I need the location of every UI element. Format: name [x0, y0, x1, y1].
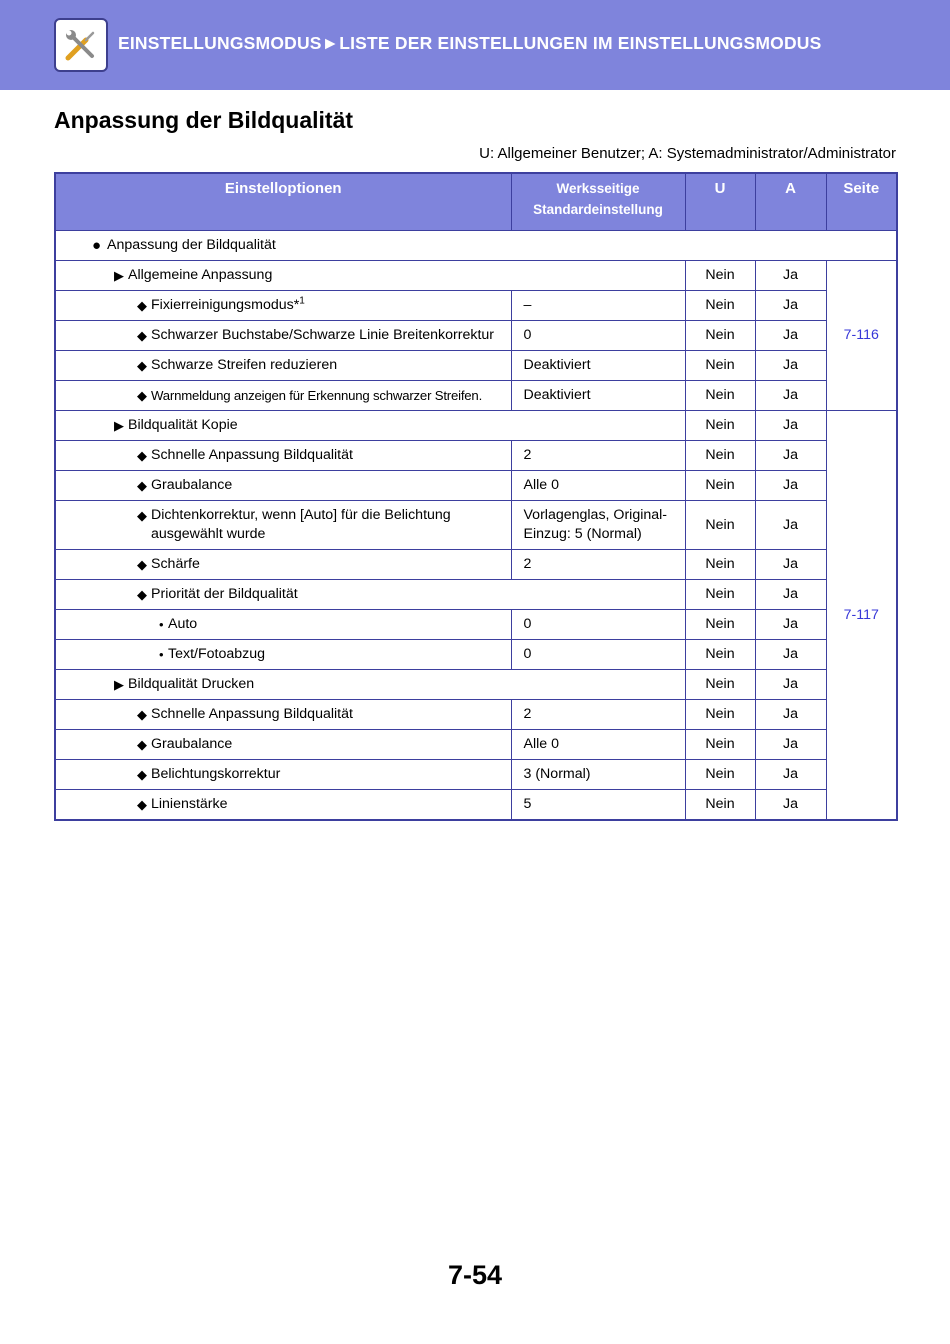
table-row [55, 790, 897, 821]
u-cell: Nein [685, 321, 755, 351]
a-cell: Ja [755, 261, 826, 291]
u-cell: Nein [685, 640, 755, 670]
diamond-bullet-icon: ◆ [137, 448, 147, 463]
table-row [55, 471, 897, 501]
diamond-bullet-icon: ◆ [137, 557, 147, 572]
table-row [55, 760, 897, 790]
row-label: Graubalance [151, 736, 233, 752]
table-row [55, 231, 897, 261]
default-cell: 2 [511, 550, 685, 580]
u-cell: Nein [685, 670, 755, 700]
u-cell: Nein [685, 730, 755, 760]
default-line1: Vorlagenglas, Original- [523, 507, 668, 523]
u-cell: Nein [685, 441, 755, 471]
row-label: Graubalance [151, 477, 233, 493]
default-cell: 0 [511, 321, 685, 351]
row-label: Schnelle Anpassung Bildqualität [151, 706, 353, 722]
a-cell: Ja [755, 790, 826, 821]
table-row [55, 381, 897, 411]
table-row [55, 501, 897, 550]
default-cell: Deaktiviert [511, 351, 685, 381]
u-cell: Nein [685, 700, 755, 730]
section-label: Anpassung der Bildqualität [107, 237, 276, 253]
a-cell: Ja [755, 411, 826, 441]
row-label: Schnelle Anpassung Bildqualität [151, 447, 353, 463]
a-cell: Ja [755, 670, 826, 700]
header-option: Einstelloptionen [55, 173, 511, 231]
table-row [55, 550, 897, 580]
header-a: A [755, 173, 826, 231]
footnote-mark: 1 [299, 295, 305, 307]
table-row [55, 261, 897, 291]
table-row [55, 411, 897, 441]
a-cell: Ja [755, 700, 826, 730]
header-page: Seite [826, 173, 897, 231]
section-cell [55, 231, 897, 261]
row-label: Bildqualität Drucken [128, 676, 255, 692]
table-row [55, 351, 897, 381]
page-number: 7-54 [447, 1260, 503, 1290]
row-label: Schärfe [151, 556, 200, 572]
u-cell: Nein [685, 471, 755, 501]
a-cell: Ja [755, 550, 826, 580]
a-cell: Ja [755, 471, 826, 501]
default-cell: – [511, 291, 685, 321]
diamond-bullet-icon: ◆ [137, 587, 147, 602]
default-cell: 0 [511, 610, 685, 640]
header-u: U [685, 173, 755, 231]
page-title: Anpassung der Bildqualität [54, 107, 354, 133]
default-line2: Einzug: 5 (Normal) [523, 526, 642, 542]
table-row [55, 580, 897, 610]
page-link-7-117[interactable]: 7-117 [826, 411, 897, 821]
table-row [55, 640, 897, 670]
circle-bullet-icon: ● [92, 237, 102, 254]
row-label: Bildqualität Kopie [128, 417, 238, 433]
a-cell: Ja [755, 760, 826, 790]
page-link-7-116[interactable]: 7-116 [826, 261, 897, 411]
default-cell: Deaktiviert [511, 381, 685, 411]
row-label: Belichtungskorrektur [151, 766, 281, 782]
a-cell: Ja [755, 640, 826, 670]
diamond-bullet-icon: ◆ [137, 707, 147, 722]
default-cell: 3 (Normal) [511, 760, 685, 790]
triangle-bullet-icon: ▶ [114, 418, 124, 433]
row-label: Auto [168, 616, 198, 632]
dot-bullet-icon: • [159, 617, 164, 632]
row-label: Warnmeldung anzeigen für Erkennung schwarzer Streifen. [151, 388, 483, 403]
row-label: Schwarze Streifen reduzieren [151, 357, 338, 373]
default-cell: 0 [511, 640, 685, 670]
diamond-bullet-icon: ◆ [137, 298, 147, 313]
u-cell: Nein [685, 580, 755, 610]
diamond-bullet-icon: ◆ [137, 767, 147, 782]
u-cell: Nein [685, 760, 755, 790]
diamond-bullet-icon: ◆ [137, 328, 147, 343]
diamond-bullet-icon: ◆ [137, 358, 147, 373]
table-row [55, 291, 897, 321]
table-row [55, 670, 897, 700]
a-cell: Ja [755, 730, 826, 760]
diamond-bullet-icon: ◆ [137, 797, 147, 812]
u-cell: Nein [685, 381, 755, 411]
table-header-row [55, 173, 897, 231]
header-title: EINSTELLUNGSMODUS►LISTE DER EINSTELLUNGEN IM EINSTELLUNGSMODUS [118, 33, 822, 53]
a-cell: Ja [755, 321, 826, 351]
default-cell: 5 [511, 790, 685, 821]
header-default [511, 173, 685, 231]
diamond-bullet-icon: ◆ [137, 478, 147, 493]
a-cell: Ja [755, 441, 826, 471]
diamond-bullet-icon: ◆ [137, 388, 147, 403]
tools-icon [54, 18, 108, 72]
a-cell: Ja [755, 381, 826, 411]
table-row [55, 610, 897, 640]
a-cell: Ja [755, 580, 826, 610]
table-row [55, 730, 897, 760]
default-cell: 2 [511, 700, 685, 730]
triangle-bullet-icon: ▶ [114, 677, 124, 692]
u-cell: Nein [685, 790, 755, 821]
u-cell: Nein [685, 291, 755, 321]
a-cell: Ja [755, 291, 826, 321]
header-default-line2: Standardeinstellung [533, 202, 663, 217]
table-row [55, 321, 897, 351]
diamond-bullet-icon: ◆ [137, 508, 147, 523]
u-cell: Nein [685, 351, 755, 381]
a-cell: Ja [755, 501, 826, 550]
settings-table [54, 172, 898, 821]
a-cell: Ja [755, 351, 826, 381]
default-cell: Alle 0 [511, 471, 685, 501]
header-bar [0, 0, 950, 90]
dot-bullet-icon: • [159, 647, 164, 662]
table-row [55, 700, 897, 730]
u-cell: Nein [685, 411, 755, 441]
table-row [55, 441, 897, 471]
role-legend: U: Allgemeiner Benutzer; A: Systemadministrator/Administrator [479, 145, 896, 162]
row-label: Allgemeine Anpassung [128, 267, 273, 283]
diamond-bullet-icon: ◆ [137, 737, 147, 752]
u-cell: Nein [685, 501, 755, 550]
header-default-line1: Werksseitige [556, 181, 640, 196]
row-label: Schwarzer Buchstabe/Schwarze Linie Breitenkorrektur [151, 327, 495, 343]
default-cell: Alle 0 [511, 730, 685, 760]
row-label: Priorität der Bildqualität [151, 586, 298, 602]
triangle-bullet-icon: ▶ [114, 268, 124, 283]
row-label: Linienstärke [151, 796, 228, 812]
default-cell [511, 501, 685, 550]
a-cell: Ja [755, 610, 826, 640]
row-label-line1: Dichtenkorrektur, wenn [Auto] für die Belichtung [151, 507, 451, 523]
row-label-line2: ausgewählt wurde [151, 526, 266, 542]
u-cell: Nein [685, 610, 755, 640]
row-label: Text/Fotoabzug [168, 646, 266, 662]
u-cell: Nein [685, 261, 755, 291]
u-cell: Nein [685, 550, 755, 580]
default-cell: 2 [511, 441, 685, 471]
row-label: Fixierreinigungsmodus* [151, 297, 300, 313]
